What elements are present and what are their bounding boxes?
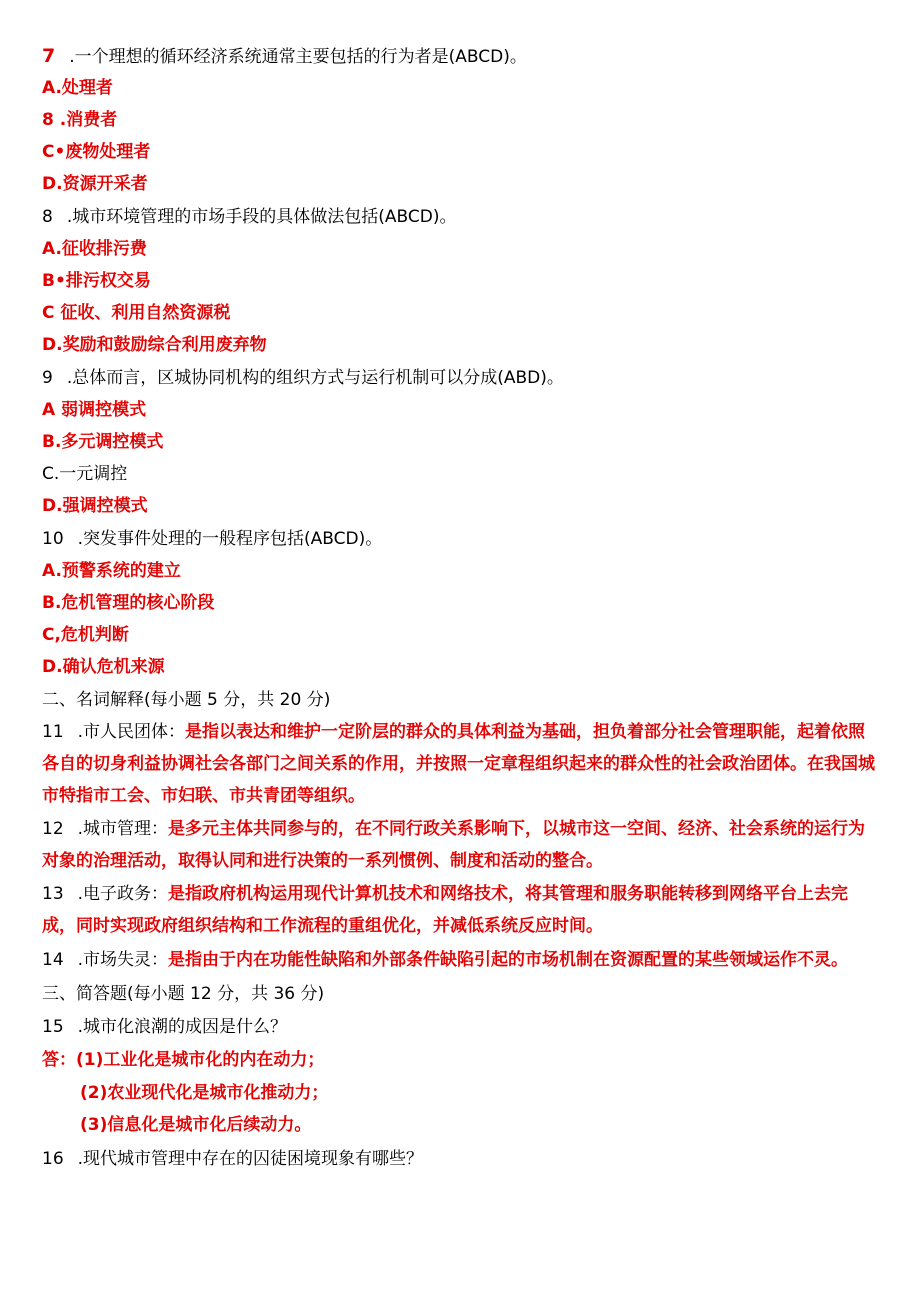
question-number: 10	[42, 529, 64, 549]
definition: 是指以表达和维护一定阶层的群众的具体利益为基础，担负着部分社会管理职能，起着依照各自的切身利益协调社会各部门之间关系的作用，并按照一定章程组织起来的群众性的社会政治团体。在我国城市特指市工会、市妇联、市共青团等组织。	[42, 722, 875, 806]
question-7	[42, 44, 527, 69]
term: .市人民团体：	[77, 722, 186, 742]
question-text: .总体而言，区城协同机构的组织方式与运行机制可以分成(ABD)。	[66, 368, 564, 388]
question-text: .一个理想的循环经济系统通常主要包括的行为者是(ABCD)。	[69, 47, 527, 67]
term: .电子政务：	[77, 884, 169, 904]
answer-option: C,危机判断	[42, 625, 129, 645]
answer-option: B•排污权交易	[42, 271, 151, 291]
answer-line: 答：(1)工业化是城市化的内在动力；	[42, 1050, 325, 1070]
question-number: 7	[42, 45, 56, 67]
answer-option: A 弱调控模式	[42, 400, 147, 420]
question-13	[42, 878, 882, 942]
question-text: .城市环境管理的市场手段的具体做法包括(ABCD)。	[66, 207, 457, 227]
answer-line: (2)农业现代化是城市化推动力；	[80, 1083, 329, 1103]
question-number: 11	[42, 722, 64, 742]
question-11	[42, 716, 882, 812]
question-number: 8	[42, 207, 53, 227]
question-10	[42, 527, 382, 551]
definition: 是指由于内在功能性缺陷和外部条件缺陷引起的市场机制在资源配置的某些领域运作不灵。	[168, 950, 849, 970]
answer-option: A.处理者	[42, 78, 113, 98]
answer-option: A.征收排污费	[42, 239, 147, 259]
answer-option: B.危机管理的核心阶段	[42, 593, 215, 613]
term: .市场失灵：	[77, 950, 169, 970]
section-title: 三、简答题(每小题 12 分，共 36 分)	[42, 984, 325, 1004]
question-16	[42, 1147, 423, 1171]
question-8	[42, 205, 456, 229]
answer-option: C•废物处理者	[42, 142, 151, 162]
answer-option: C 征收、利用自然资源税	[42, 303, 231, 323]
answer-option: D.确认危机来源	[42, 657, 165, 677]
question-number: 12	[42, 819, 64, 839]
question-number: 16	[42, 1149, 64, 1169]
question-14	[42, 948, 848, 972]
question-number: 13	[42, 884, 64, 904]
answer-option: D.奖励和鼓励综合利用废弃物	[42, 335, 267, 355]
question-text: .突发事件处理的一般程序包括(ABCD)。	[77, 529, 383, 549]
answer-option: B.多元调控模式	[42, 432, 164, 452]
question-number: 14	[42, 950, 64, 970]
definition: 是指政府机构运用现代计算机技术和网络技术，将其管理和服务职能转移到网络平台上去完成，同时实现政府组织结构和工作流程的重组优化，并减低系统反应时间。	[42, 884, 849, 936]
section-title: 二、名词解释(每小题 5 分，共 20 分)	[42, 690, 331, 710]
question-number: 9	[42, 368, 53, 388]
definition: 是多元主体共同参与的，在不同行政关系影响下，以城市这一空间、经济、社会系统的运行为对象的治理活动，取得认同和进行决策的一系列惯例、制度和活动的整合。	[42, 819, 866, 871]
question-12	[42, 813, 882, 877]
answer-option: 8 .消费者	[42, 110, 118, 130]
question-number: 15	[42, 1017, 64, 1037]
question-9	[42, 366, 564, 390]
answer-option: C.一元调控	[42, 464, 128, 484]
answer-option: A.预警系统的建立	[42, 561, 181, 581]
question-text: .城市化浪潮的成因是什么？	[77, 1017, 288, 1037]
answer-option: D.强调控模式	[42, 496, 148, 516]
question-text: .现代城市管理中存在的囚徒困境现象有哪些？	[77, 1149, 424, 1169]
question-15	[42, 1015, 287, 1039]
answer-option: D.资源开采者	[42, 174, 148, 194]
term: .城市管理：	[77, 819, 169, 839]
answer-line: (3)信息化是城市化后续动力。	[80, 1115, 312, 1135]
